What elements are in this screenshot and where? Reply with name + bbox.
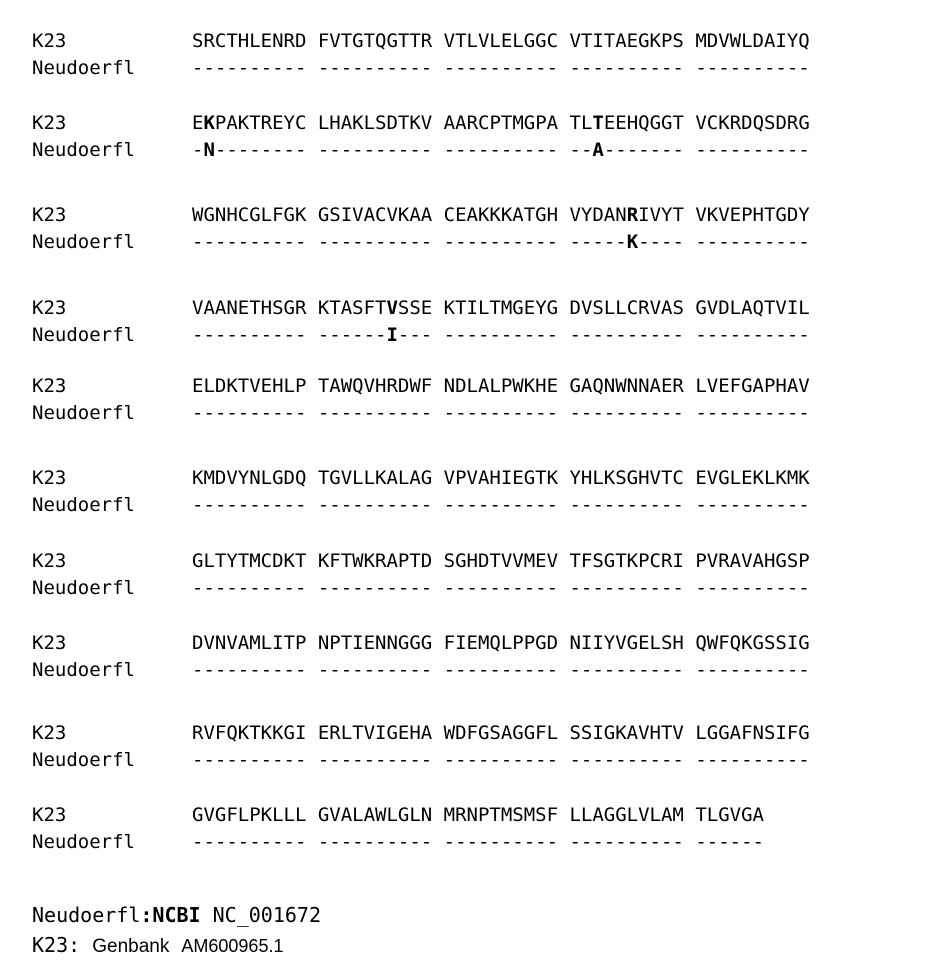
sequence-label: Neudoerfl xyxy=(32,749,135,771)
sequence-label: Neudoerfl xyxy=(32,831,135,853)
reference-sequence: WGNHCGLFGK GSIVACVKAA CEAKKKATGH VYDANRIVYT VKVEPHTGDY xyxy=(192,204,810,226)
query-row xyxy=(32,829,922,856)
reference-sequence: GLTYTMCDKT KFTWKRAPTD SGHDTVVMEV TFSGTKPCRI PVRAVAHGSP xyxy=(192,550,810,572)
alignment-block xyxy=(32,110,922,164)
query-row xyxy=(32,137,922,164)
query-row xyxy=(32,229,922,256)
alignment-block xyxy=(32,295,922,349)
query-row xyxy=(32,747,922,774)
sequence-label: K23 xyxy=(32,112,67,134)
sequence-label: Neudoerfl xyxy=(32,494,135,516)
reference-sequence: KMDVYNLGDQ TGVLLKALAG VPVAHIEGTK YHLKSGHVTC EVGLEKLKMK xyxy=(192,467,810,489)
query-row xyxy=(32,55,922,82)
query-sequence: ---------- ---------- ---------- ---------- ---------- xyxy=(192,749,810,771)
mutation-residue: A xyxy=(592,139,604,161)
alignment-block xyxy=(32,802,922,856)
sequence-label: Neudoerfl xyxy=(32,577,135,599)
sequence-label: K23 xyxy=(32,550,67,572)
sequence-label: K23 xyxy=(32,804,67,826)
reference-row xyxy=(32,630,922,657)
alignment-block xyxy=(32,630,922,684)
mutation-residue: I xyxy=(386,324,398,346)
reference-sequence: DVNVAMLITP NPTIENNGGG FIEMQLPPGD NIIYVGELSH QWFQKGSSIG xyxy=(192,632,810,654)
query-sequence: ---------- ---------- ---------- ---------- ---------- xyxy=(192,402,810,424)
sequence-label: K23 xyxy=(32,204,67,226)
alignment-block xyxy=(32,720,922,774)
reference-sequence: EKPAKTREYC LHAKLSDTKV AARCPTMGPA TLTEEHQGGT VCKRDQSDRG xyxy=(192,112,810,134)
query-row xyxy=(32,492,922,519)
sequence-label: K23 xyxy=(32,297,67,319)
alignment-block xyxy=(32,548,922,602)
source-separator: : xyxy=(140,903,153,927)
sequence-label: K23 xyxy=(32,375,67,397)
source-db: NCBI xyxy=(152,903,201,927)
sequence-label: Neudoerfl xyxy=(32,659,135,681)
query-sequence: ---------- ---------- ---------- ---------- ---------- xyxy=(192,494,810,516)
query-row xyxy=(32,400,922,427)
reference-sequence: ELDKTVEHLP TAWQVHRDWF NDLALPWKHE GAQNWNNAER LVEFGAPHAV xyxy=(192,375,810,397)
mutation-residue: K xyxy=(626,231,639,253)
alignment-block xyxy=(32,202,922,256)
sequence-label: K23 xyxy=(32,632,67,654)
mutation-residue: K xyxy=(203,112,215,134)
alignment-block xyxy=(32,28,922,82)
sequence-label: Neudoerfl xyxy=(32,402,135,424)
query-sequence: ---------- ---------- ---------- ---------- ------ xyxy=(192,831,764,853)
source-name: Neudoerfl xyxy=(32,903,141,927)
query-sequence: ---------- ---------- ---------- ---------- ---------- xyxy=(192,659,810,681)
source-db: Genbank xyxy=(92,936,170,957)
mutation-residue: R xyxy=(626,204,639,226)
reference-sequence: GVGFLPKLLL GVALAWLGLN MRNPTMSMSF LLAGGLVLAM TLGVGA xyxy=(192,804,764,826)
query-sequence: -N-------- ---------- ---------- --A------- ---------- xyxy=(192,139,810,161)
sequence-label: K23 xyxy=(32,30,67,52)
source-accession: NC_001672 xyxy=(212,903,322,927)
mutation-residue: N xyxy=(203,139,215,161)
source-line-neudoerfl xyxy=(32,900,321,930)
sequence-label: Neudoerfl xyxy=(32,139,135,161)
sequence-label: Neudoerfl xyxy=(32,57,135,79)
sequence-label: Neudoerfl xyxy=(32,231,135,253)
query-sequence: ---------- ---------- ---------- ---------- ---------- xyxy=(192,577,810,599)
reference-row xyxy=(32,720,922,747)
reference-row xyxy=(32,465,922,492)
query-row xyxy=(32,575,922,602)
query-row xyxy=(32,322,922,349)
reference-row xyxy=(32,28,922,55)
source-accession: AM600965.1 xyxy=(181,936,284,956)
query-sequence: ---------- ------I--- ---------- ---------- ---------- xyxy=(192,324,810,346)
query-row xyxy=(32,657,922,684)
reference-row xyxy=(32,202,922,229)
sequence-label: K23 xyxy=(32,467,67,489)
query-sequence: ---------- ---------- ---------- -----K---- ---------- xyxy=(192,231,810,253)
reference-row xyxy=(32,802,922,829)
reference-sequence: SRCTHLENRD FVTGTQGTTR VTLVLELGGC VTITAEGKPS MDVWLDAIYQ xyxy=(192,30,810,52)
sequence-label: Neudoerfl xyxy=(32,324,135,346)
source-name: K23 xyxy=(32,933,69,957)
sequence-label: K23 xyxy=(32,722,67,744)
source-separator: : xyxy=(68,933,81,957)
reference-row xyxy=(32,548,922,575)
alignment-block xyxy=(32,465,922,519)
reference-sequence: VAANETHSGR KTASFTVSSE KTILTMGEYG DVSLLCRVAS GVDLAQTVIL xyxy=(192,297,810,319)
query-sequence: ---------- ---------- ---------- ---------- ---------- xyxy=(192,57,810,79)
mutation-residue: T xyxy=(592,112,604,134)
source-line-k23 xyxy=(32,930,283,962)
reference-sequence: RVFQKTKKGI ERLTVIGEHA WDFGSAGGFL SSIGKAVHTV LGGAFNSIFG xyxy=(192,722,810,744)
mutation-residue: V xyxy=(386,297,398,319)
alignment-block xyxy=(32,373,922,427)
reference-row xyxy=(32,373,922,400)
reference-row xyxy=(32,295,922,322)
reference-row xyxy=(32,110,922,137)
